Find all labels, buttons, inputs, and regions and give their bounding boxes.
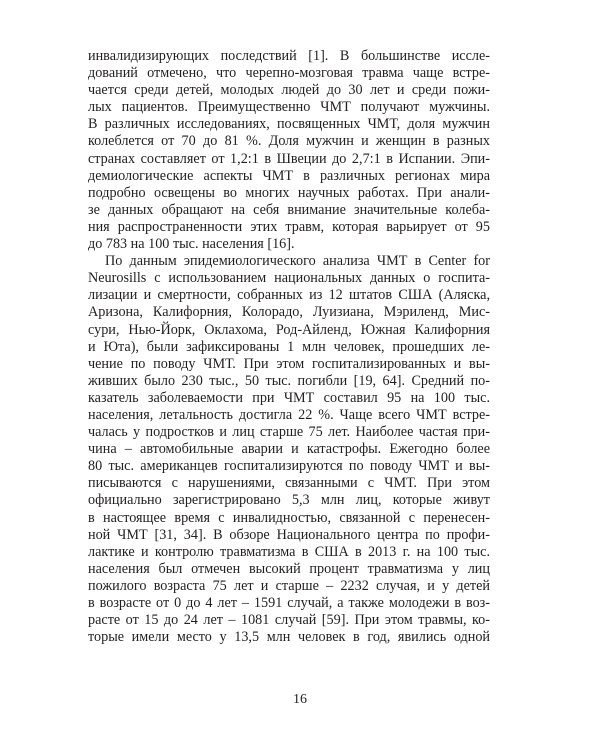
text-line: дований отмечено, что черепно-мозговая травма чаще встре- [88, 65, 490, 82]
text-line: официально зарегистрировано 5,3 млн лиц, которые живут [88, 492, 490, 509]
page-body [88, 48, 490, 646]
text-line: торые имели место у 13,5 млн человек в год, явились одной [88, 629, 490, 646]
text-line: писываются с нарушениями, связанными с ЧМТ. При этом [88, 475, 490, 492]
text-line: населения, летальность достигла 22 %. Чаще всего ЧМТ встре- [88, 406, 490, 423]
text-line: пожилого возраста 75 лет и старше – 2232 случая, и у детей [88, 577, 490, 594]
text-line: живших было 230 тыс., 50 тыс. погибли [19, 64]. Средний по- [88, 372, 490, 389]
text-line: ной ЧМТ [31, 34]. В обзоре Национального центра по профи- [88, 526, 490, 543]
text-line: населения был отмечен высокий процент травматизма у лиц [88, 560, 490, 577]
text-line: инвалидизирующих последствий [1]. В большинстве иссле- [88, 48, 490, 64]
text-line: Neurosills с использованием национальных данных о госпита- [88, 270, 490, 287]
text-line: в настоящее время с инвалидностью, связанной с перенесен- [88, 509, 490, 526]
text-line: демиологические аспекты ЧМТ в различных регионах мира [88, 167, 490, 184]
text-line: казатель заболеваемости при ЧМТ составил 95 на 100 тыс. [88, 389, 490, 406]
text-line: лизации и смертности, собранных из 12 штатов США (Аляска, [88, 287, 490, 304]
text-line: странах составляет от 1,2:1 в Швеции до 2,7:1 в Испании. Эпи- [88, 150, 490, 167]
text-line: чалась у подростков и лиц старше 75 лет. Наиболее частая при- [88, 424, 490, 441]
text-line: чение по поводу ЧМТ. При этом госпитализированных и вы- [88, 355, 490, 372]
text-line: лактике и контролю травматизма в США в 2013 г. на 100 тыс. [88, 543, 490, 560]
text-line: расте от 15 до 24 лет – 1081 случай [59]. При этом травмы, ко- [88, 612, 490, 629]
text-line: чина – автомобильные аварии и катастрофы. Ежегодно более [88, 441, 490, 458]
text-line: По данным эпидемиологического анализа ЧМТ в Center for [105, 253, 490, 270]
text-line: зе данных обращают на себя внимание значительные колеба- [88, 201, 490, 218]
text-line: Аризона, Калифорния, Колорадо, Луизиана, Мэриленд, Мис- [88, 304, 490, 321]
text-line: до 783 на 100 тыс. населения [16]. [88, 236, 295, 253]
text-line: лых пациентов. Преимущественно ЧМТ получают мужчины. [88, 99, 490, 116]
page-number: 16 [293, 692, 307, 707]
text-line: колеблется от 70 до 81 %. Доля мужчин и женщин в разных [88, 133, 490, 150]
text-line: в возрасте от 0 до 4 лет – 1591 случай, а также молодежи в воз- [88, 595, 490, 611]
text-line: подробно освещены во многих научных работах. При анали- [88, 184, 490, 201]
paragraph-1 [88, 48, 490, 253]
text-line: сури, Нью-Йорк, Оклахома, Род-Айленд, Южная Калифорния [88, 321, 490, 338]
text-line: ния распространенности этих травм, которая варьирует от 95 [88, 218, 490, 235]
text-line: чается среди детей, молодых людей до 30 лет и среди пожи- [88, 82, 490, 99]
text-line: и Юта), были зафиксированы 1 млн человек, прошедших ле- [88, 338, 490, 355]
text-line: В различных исследованиях, посвященных ЧМТ, доля мужчин [88, 116, 490, 133]
text-line: 80 тыс. американцев госпитализируются по поводу ЧМТ и вы- [88, 458, 490, 475]
paragraph-2 [88, 253, 490, 646]
